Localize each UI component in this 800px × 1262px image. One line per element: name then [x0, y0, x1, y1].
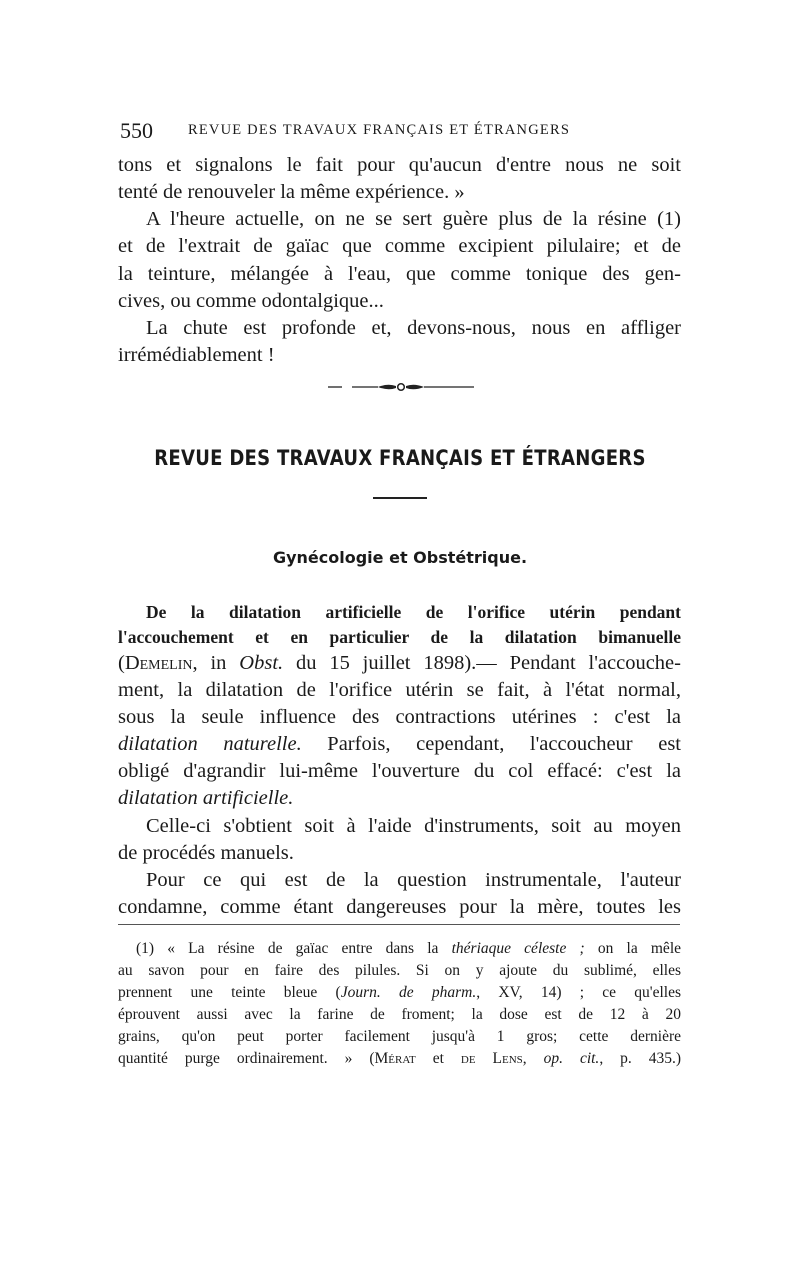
running-title: REVUE DES TRAVAUX FRANÇAIS ET ÉTRANGERS — [188, 122, 571, 138]
italic-term: Journ. de pharm. — [340, 984, 477, 1001]
text-fragment: prennent une teinte bleue ( — [118, 984, 341, 1001]
text-fragment: Parfois, cependant, l'accoucheur est — [301, 733, 681, 755]
text-line: ment, la dilatation de l'orifice utérin se fait, à l'état normal, — [118, 679, 681, 701]
heading-rule — [373, 497, 427, 499]
text-line: la teinture, mélangée à l'eau, que comme tonique des gen- — [118, 263, 681, 285]
text-fragment: quantité purge ordinairement. » ( — [118, 1050, 375, 1067]
section-heading: REVUE DES TRAVAUX FRANÇAIS ET ÉTRANGERS — [154, 446, 646, 470]
text-line: et de l'extrait de gaïac que comme excipient pilulaire; et de — [118, 235, 681, 257]
footnote-line: grains, qu'on peut porter facilement jusqu'à 1 gros; cette dernière — [118, 1028, 681, 1045]
article-title-line: l'accouchement et en particulier de la dilatation bimanuelle — [118, 627, 681, 647]
footnote-line — [118, 1048, 681, 1070]
text-fragment: on la mêle — [584, 940, 682, 957]
text-line: La chute est profonde et, devons-nous, nous en affliger — [146, 317, 681, 339]
text-fragment: (1) « La résine de gaïac entre dans la — [136, 940, 452, 957]
text-line: cives, ou comme odontalgique... — [118, 290, 384, 312]
text-fragment: , in — [192, 652, 240, 674]
text-line: sous la seule influence des contractions utérines : c'est la — [118, 706, 681, 728]
text-line: A l'heure actuelle, on ne se sert guère plus de la résine (1) — [146, 208, 681, 230]
italic-term: thériaque céleste ; — [451, 940, 585, 957]
text-fragment: , — [522, 1050, 544, 1067]
footnote-rule — [118, 924, 680, 925]
text-line: Pour ce qui est de la question instrumentale, l'auteur — [146, 869, 681, 891]
text-line: de procédés manuels. — [118, 842, 294, 864]
text-line: Celle-ci s'obtient soit à l'aide d'instruments, soit au moyen — [146, 815, 681, 837]
running-head — [120, 118, 680, 144]
italic-term: op. cit. — [543, 1050, 600, 1067]
text-line: irrémédiablement ! — [118, 344, 275, 366]
text-line: obligé d'agrandir lui-même l'ouverture du col effacé: c'est la — [118, 760, 681, 782]
footnote-line: au savon pour en faire des pilules. Si on y ajoute du sublimé, elles — [118, 962, 681, 979]
text-fragment: et — [415, 1050, 461, 1067]
page-number: 550 — [120, 118, 153, 143]
text-line: condamne, comme étant dangereuses pour la mère, toutes les — [118, 896, 681, 918]
text-line — [118, 785, 681, 811]
journal-name: Obst. — [239, 652, 284, 674]
text-fragment: du 15 juillet 1898).— Pendant l'accouche- — [283, 652, 681, 674]
footnote-line — [118, 982, 681, 1004]
text-fragment: , XV, 14) ; ce qu'elles — [476, 984, 681, 1001]
footnote-line: éprouvent aussi avec la farine de froment; la dose est de 12 à 20 — [118, 1006, 681, 1023]
text-fragment: , p. 435.) — [599, 1050, 682, 1067]
footnote-line — [118, 938, 681, 960]
text-line: tenté de renouveler la même expérience. » — [118, 181, 465, 203]
italic-term: dilatation artificielle. — [118, 787, 294, 809]
author-name: Demelin — [124, 652, 193, 674]
ornament-divider — [328, 382, 474, 392]
text-line — [118, 731, 681, 757]
text-line: tons et signalons le fait pour qu'aucun d'entre nous ne soit — [118, 154, 681, 176]
author-name: Mérat — [374, 1050, 416, 1067]
subsection-heading: Gynécologie et Obstétrique. — [272, 548, 528, 567]
author-name: de Lens — [460, 1050, 523, 1067]
text-line — [118, 650, 681, 676]
italic-term: dilatation naturelle. — [118, 733, 302, 755]
text-fragment: ( — [118, 652, 125, 674]
article-title-line: De la dilatation artificielle de l'orifice utérin pendant — [146, 602, 681, 622]
